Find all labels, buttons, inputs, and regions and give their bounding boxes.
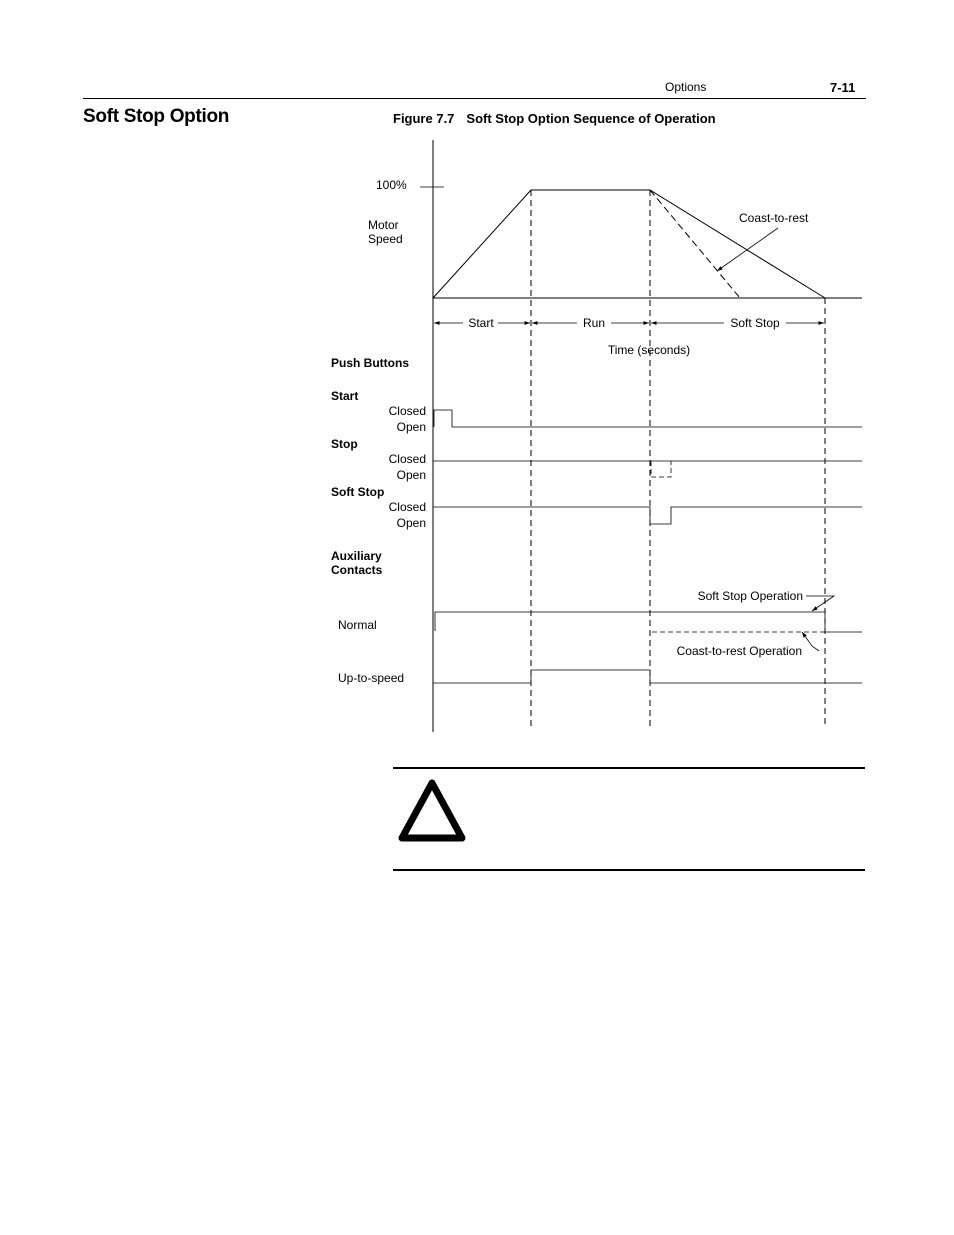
soft-stop-operation-label: Soft Stop Operation <box>697 589 803 603</box>
push-buttons-heading: Push Buttons <box>331 356 409 370</box>
figure-title: Soft Stop Option Sequence of Operation <box>466 111 716 126</box>
coast-to-rest-operation-leader <box>802 632 819 651</box>
warning-triangle-icon <box>396 778 468 844</box>
page-number: 7-11 <box>830 80 856 95</box>
coast-to-rest-label: Coast-to-rest <box>739 211 809 225</box>
normal-contact-label: Normal <box>338 618 377 632</box>
stop-button-heading: Stop <box>331 437 358 451</box>
up-to-speed-waveform <box>433 670 862 683</box>
phase-run-label: Run <box>582 316 606 330</box>
phase-start-label: Start <box>468 316 494 330</box>
normal-contact-waveform <box>435 612 862 632</box>
section-title: Soft Stop Option <box>83 106 230 127</box>
start-open-label: Open <box>396 420 426 434</box>
coast-to-rest-leader <box>717 228 778 271</box>
soft-stop-button-waveform <box>433 507 862 524</box>
soft-stop-closed-label: Closed <box>388 500 426 514</box>
running-header-section: Options <box>665 80 707 94</box>
coast-to-rest-operation-label: Coast-to-rest Operation <box>676 644 802 658</box>
motor-speed-label-line2: Speed <box>368 232 403 246</box>
stop-open-label: Open <box>396 468 426 482</box>
auxiliary-contacts-heading-line2: Contacts <box>331 563 383 577</box>
soft-stop-operation-leader <box>806 596 834 611</box>
motor-speed-coast-curve <box>650 190 740 298</box>
phase-soft-stop-label: Soft Stop <box>730 316 780 330</box>
time-axis-label: Time (seconds) <box>607 343 691 357</box>
warning-bottom-rule <box>393 869 865 871</box>
start-closed-label: Closed <box>388 404 426 418</box>
start-button-heading: Start <box>331 389 359 403</box>
figure-number: Figure 7.7 <box>393 111 455 126</box>
auxiliary-contacts-heading-line1: Auxiliary <box>331 549 382 563</box>
start-button-waveform <box>434 410 862 427</box>
stop-closed-label: Closed <box>388 452 426 466</box>
stop-button-open-pulse <box>651 461 671 477</box>
up-to-speed-label: Up-to-speed <box>338 671 405 685</box>
warning-top-rule <box>393 767 865 769</box>
motor-speed-soft-stop-curve <box>433 190 825 298</box>
soft-stop-open-label: Open <box>396 516 426 530</box>
motor-speed-label-line1: Motor <box>368 218 399 232</box>
soft-stop-button-heading: Soft Stop <box>331 485 385 499</box>
speed-100-label: 100% <box>376 178 407 192</box>
